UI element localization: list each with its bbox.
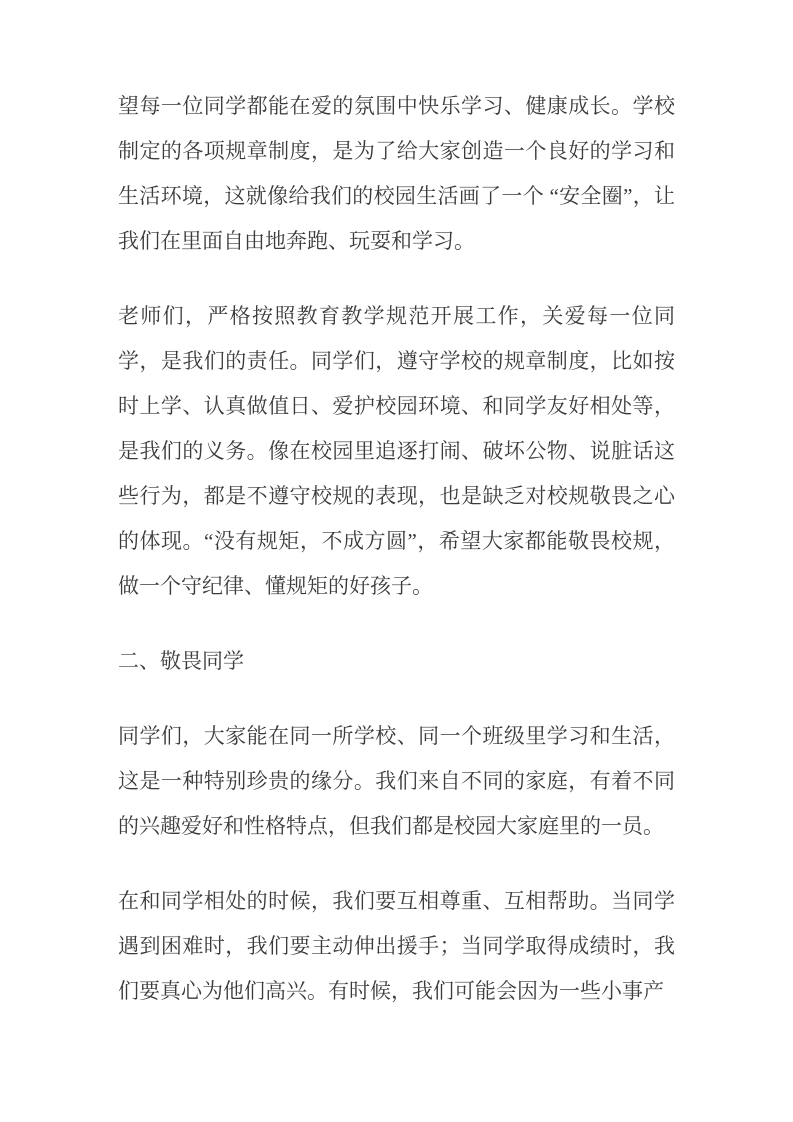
- paragraph-classmates-fate: 同学们，大家能在同一所学校、同一个班级里学习和生活，这是一种特别珍贵的缘分。我们来自不同的家庭，有着不同的兴趣爱好和性格特点，但我们都是校园大家庭里的一员。: [118, 724, 675, 838]
- paragraph-teachers-and-duties: 老师们，严格按照教育教学规范开展工作，关爱每一位同学，是我们的责任。同学们，遵守学校的规章制度，比如按时上学、认真做值日、爱护校园环境、和同学友好相处等，是我们的义务。像在校园里追逐打闹、破坏公物、说脏话这些行为，都是不遵守校规的表现，也是缺乏对校规敬畏之心的体现。“没有规矩，不成方圆”，希望大家都能敬畏校规，做一个守纪律、懂规矩的好孩子。: [118, 304, 675, 598]
- section-heading-respect-classmates: 二、敬畏同学: [118, 649, 244, 673]
- paragraph-mutual-respect: 在和同学相处的时候，我们要互相尊重、互相帮助。当同学遇到困难时，我们要主动伸出援手；当同学取得成绩时，我们要真心为他们高兴。有时候，我们可能会因为一些小事产: [118, 889, 675, 1003]
- paragraph-school-rules-continuation: 望每一位同学都能在爱的氛围中快乐学习、健康成长。学校制定的各项规章制度，是为了给大家创造一个良好的学习和生活环境，这就像给我们的校园生活画了一个 “安全圈”，让我们在里面自由地奔跑、玩耍和学习。: [118, 94, 675, 253]
